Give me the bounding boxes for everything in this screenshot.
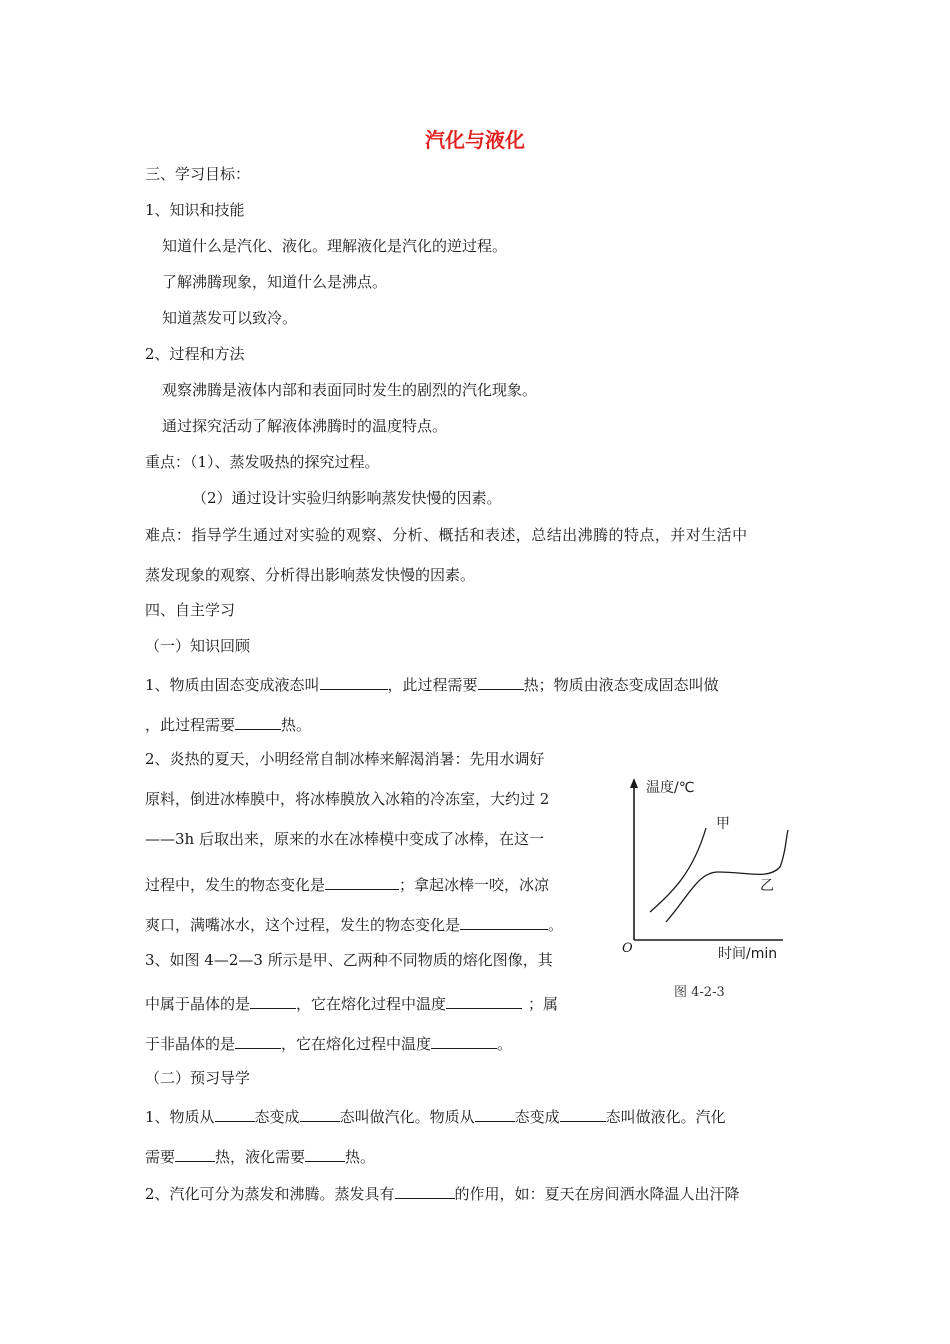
answer-blank[interactable] <box>175 1145 215 1162</box>
answer-blank[interactable] <box>300 1105 340 1122</box>
q1-text-a: 1、物质由固态变成液态叫 <box>145 676 320 694</box>
q2-text-l4a: 过程中，发生的物态变化是 <box>145 876 326 894</box>
p2-text-a: 2、汽化可分为蒸发和沸腾。蒸发具有 <box>145 1185 395 1203</box>
knowledge-item-2: 了解沸腾现象，知道什么是沸点。 <box>162 273 388 291</box>
process-heading: 2、过程和方法 <box>145 345 245 363</box>
section-4-heading: 四、自主学习 <box>145 601 236 619</box>
answer-blank[interactable] <box>250 992 296 1009</box>
p1-text-b: 态变成 <box>254 1108 300 1126</box>
q1-text-e: 热。 <box>281 716 312 734</box>
page-title: 汽化与液化 <box>425 128 525 152</box>
q2-text-l4b: ；拿起冰棒一咬，冰凉 <box>399 876 550 894</box>
knowledge-item-1: 知道什么是汽化、液化。理解液化是汽化的逆过程。 <box>162 237 508 255</box>
question-3-line-1: 3、如图 4—2—3 所示是甲、乙两种不同物质的熔化图像，其 <box>145 951 553 969</box>
curve-jia <box>650 828 706 912</box>
origin-label: O <box>622 941 633 956</box>
process-item-1: 观察沸腾是液体内部和表面同时发生的剧烈的汽化现象。 <box>162 381 538 399</box>
answer-blank[interactable] <box>215 1105 255 1122</box>
p1-text-c: 态叫做汽化。物质从 <box>339 1108 475 1126</box>
answer-blank[interactable] <box>325 873 399 890</box>
preview-heading: （二）预习导学 <box>145 1069 251 1087</box>
curve-yi-label: 乙 <box>760 878 774 894</box>
q1-text-c: 热；物质由液态变成固态叫做 <box>523 676 719 694</box>
q3-text-l3a: 于非晶体的是 <box>145 1035 236 1053</box>
question-2-line-1: 2、炎热的夏天，小明经常自制冰棒来解渴消暑：先用水调好 <box>145 750 545 768</box>
q1-text-d: ，此过程需要 <box>145 716 236 734</box>
answer-blank[interactable] <box>305 1145 345 1162</box>
question-2-line-2: 原料，倒进冰棒膜中，将冰棒膜放入冰箱的冷冻室，大约过 2 <box>145 790 550 808</box>
difficulty-line-1: 难点：指导学生通过对实验的观察、分析、概括和表述，总结出沸腾的特点，并对生活中 <box>145 526 748 544</box>
knowledge-item-3: 知道蒸发可以致冷。 <box>162 309 298 327</box>
curve-jia-label: 甲 <box>716 816 730 832</box>
difficulty-line-2: 蒸发现象的观察、分析得出影响蒸发快慢的因素。 <box>145 566 476 584</box>
y-axis-label: 温度/℃ <box>646 780 695 796</box>
q3-text-l2c: ；属 <box>528 995 559 1013</box>
question-3-line-2 <box>145 992 558 1014</box>
p1-text-d: 态变成 <box>514 1108 560 1126</box>
preview-1-line-2 <box>145 1145 375 1167</box>
y-axis-arrow-icon <box>630 778 638 788</box>
answer-blank[interactable] <box>460 913 548 930</box>
key-point-1: 重点：（1）、蒸发吸热的探究过程。 <box>145 453 380 471</box>
q3-text-l2b: ，它在熔化过程中温度 <box>296 995 447 1013</box>
melting-graph <box>618 772 798 1008</box>
answer-blank[interactable] <box>320 673 388 690</box>
p1-text-g: 热，液化需要 <box>215 1148 306 1166</box>
question-1-line-1 <box>145 673 719 695</box>
question-2-line-5 <box>145 913 563 935</box>
process-item-2: 通过探究活动了解液体沸腾时的温度特点。 <box>162 417 448 435</box>
answer-blank[interactable] <box>478 673 524 690</box>
answer-blank[interactable] <box>235 713 281 730</box>
section-3-heading: 三、学习目标： <box>145 165 251 183</box>
q2-text-l5a: 爽口，满嘴冰水，这个过程，发生的物态变化是 <box>145 916 461 934</box>
q1-text-b: ，此过程需要 <box>387 676 478 694</box>
answer-blank[interactable] <box>431 1032 497 1049</box>
preview-1-line-1 <box>145 1105 726 1127</box>
answer-blank[interactable] <box>475 1105 515 1122</box>
p2-text-b: 的作用，如：夏天在房间洒水降温人出汗降 <box>454 1185 740 1203</box>
answer-blank[interactable] <box>235 1032 281 1049</box>
p1-text-a: 1、物质从 <box>145 1108 215 1126</box>
melting-graph-figure <box>618 772 798 1008</box>
figure-caption: 图 4-2-3 <box>674 985 725 1000</box>
q3-text-l3b: ，它在熔化过程中温度 <box>281 1035 432 1053</box>
key-point-2: （2）通过设计实验归纳影响蒸发快慢的因素。 <box>192 489 502 507</box>
answer-blank[interactable] <box>395 1182 455 1199</box>
question-2-line-3: ——3h 后取出来，原来的水在冰棒模中变成了冰棒，在这一 <box>145 830 544 848</box>
p1-text-f: 需要 <box>145 1148 176 1166</box>
q3-text-l2a: 中属于晶体的是 <box>145 995 251 1013</box>
x-axis-label: 时间/min <box>718 946 778 962</box>
knowledge-heading: 1、知识和技能 <box>145 201 245 219</box>
preview-2-line-1 <box>145 1182 740 1204</box>
question-2-line-4 <box>145 873 549 895</box>
review-heading: （一）知识回顾 <box>145 637 251 655</box>
question-3-line-3 <box>145 1032 512 1054</box>
answer-blank[interactable] <box>446 992 522 1009</box>
q2-text-l5b: 。 <box>548 916 564 934</box>
q3-text-l3c: 。 <box>497 1035 513 1053</box>
answer-blank[interactable] <box>560 1105 606 1122</box>
question-1-line-2 <box>145 713 311 735</box>
p1-text-h: 热。 <box>345 1148 376 1166</box>
p1-text-e: 态叫做液化。汽化 <box>605 1108 726 1126</box>
